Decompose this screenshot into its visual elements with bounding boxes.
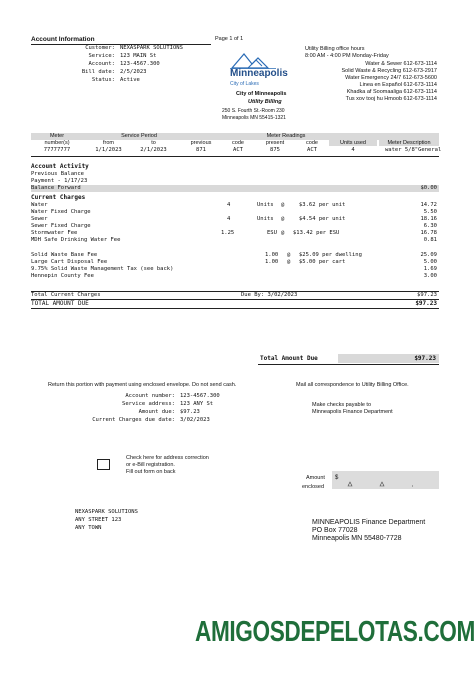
waste-row — [31, 266, 439, 273]
charge-unit: Units — [257, 216, 274, 222]
dept-line1: City of Minneapolis — [236, 91, 287, 97]
charge-amount: 14.72 — [420, 202, 437, 208]
charge-desc: Water — [31, 202, 48, 208]
stub-field-label: Current Charges due date: — [92, 417, 175, 423]
meter-col-headers — [31, 140, 439, 147]
payable-line2: Minneapolis Finance Department — [312, 409, 393, 415]
charge-desc: Sewer — [31, 216, 48, 222]
checkbox-line3: Fill out form on back — [126, 469, 176, 475]
charge-amount: 6.30 — [423, 223, 437, 229]
customer-line3: ANY TOWN — [75, 525, 102, 531]
previous-code: ACT — [233, 147, 243, 153]
section-title: Account Information — [31, 36, 95, 43]
previous-reading: 871 — [196, 147, 206, 153]
account-info-block — [60, 44, 210, 84]
skyline-icon — [228, 50, 288, 70]
activity-title: Account Activity — [31, 163, 89, 170]
remit-line1: MINNEAPOLIS Finance Department — [312, 519, 426, 526]
charge-row — [31, 223, 439, 230]
charge-row — [31, 209, 439, 216]
waste-at: @ — [287, 259, 291, 265]
stub-field-label: Amount due: — [138, 409, 175, 415]
col-header: present — [265, 140, 285, 146]
meter-description: water 5/8"General — [385, 147, 442, 153]
charge-row — [31, 237, 439, 244]
stub-field-value: 123 ANY St — [180, 401, 214, 407]
charge-at: @ — [281, 202, 285, 208]
total-current-label: Total Current Charges — [31, 292, 101, 298]
charge-qty: 1.25 — [221, 230, 235, 236]
stub-total-row — [258, 354, 439, 363]
charge-amount: 16.78 — [420, 230, 437, 236]
checkbox-line1: Check here for address correction — [126, 455, 209, 461]
customer-address — [75, 508, 138, 532]
waste-amount: 3.00 — [423, 273, 437, 279]
col-header: code — [232, 140, 244, 146]
customer-line1: NEXASPARK SOLUTIONS — [75, 509, 138, 515]
charge-qty: 4 — [227, 216, 231, 222]
col-header: previous — [190, 140, 212, 146]
remit-line3: Minneapolis MN 55480-7728 — [312, 535, 402, 542]
amount-label1: Amount — [306, 475, 325, 481]
previous-balance-label: Previous Balance — [31, 171, 84, 177]
stub-fields — [60, 392, 260, 424]
waste-row — [31, 259, 439, 266]
balance-forward-row — [31, 185, 439, 192]
charge-rate: $4.54 per unit — [299, 216, 346, 222]
info-value: 123 MAIN St — [120, 53, 157, 59]
period-to: 2/1/2023 — [140, 147, 167, 153]
charge-amount: 0.81 — [423, 237, 437, 243]
stub-total-label: Total Amount Due — [260, 355, 318, 362]
info-value: NEXASPARK SOLUTIONS — [120, 45, 183, 51]
info-label: Service: — [88, 53, 115, 59]
watermark-text: AMIGOSDEPELOTAS.COM — [195, 616, 475, 648]
charge-unit: Units — [257, 202, 274, 208]
charge-qty: 4 — [227, 202, 231, 208]
stub-field-value: $97.23 — [180, 409, 200, 415]
info-value: 123-4567.300 — [120, 61, 160, 67]
waste-rate: $25.09 per dwelling — [299, 252, 362, 258]
period-from: 1/1/2023 — [95, 147, 122, 153]
col-header: number(s) — [44, 140, 70, 146]
info-label: Status: — [91, 77, 115, 83]
meter-group-label: Meter — [49, 133, 65, 139]
charge-desc: Water Fixed Charge — [31, 209, 91, 215]
charge-unit: ESU — [267, 230, 277, 236]
phone-list — [300, 61, 437, 103]
col-header: to — [151, 140, 156, 146]
remit-address — [312, 519, 425, 543]
col-header: Units used — [329, 140, 377, 146]
info-label: Bill date: — [81, 69, 115, 75]
digit-guides-icon — [346, 481, 426, 487]
hours-text: 8:00 AM - 4:00 PM Monday-Friday — [305, 53, 389, 59]
waste-desc: Solid Waste Base Fee — [31, 252, 98, 258]
meter-group-header — [31, 133, 439, 140]
charge-desc: Stormwater Fee — [31, 230, 78, 236]
waste-rate: $5.00 per cart — [299, 259, 346, 265]
payment-label: Payment - 1/17/23 — [31, 178, 88, 184]
total-due-row — [31, 300, 439, 308]
waste-qty: 1.00 — [265, 252, 279, 258]
total-due-label: TOTAL AMOUNT DUE — [31, 300, 89, 307]
info-label: Account: — [88, 61, 115, 67]
meter-values-row — [31, 147, 442, 154]
col-header: Meter Description — [379, 140, 439, 146]
stub-field-value: 3/02/2023 — [180, 417, 210, 423]
dept-line2: Utility Billing — [248, 99, 282, 105]
waste-amount: 1.69 — [423, 266, 437, 272]
waste-amount: 25.09 — [420, 252, 437, 258]
period-group-label: Service Period — [121, 133, 157, 139]
customer-line2: ANY STREET 123 — [75, 517, 122, 523]
charge-amount: 5.50 — [423, 209, 437, 215]
readings-group-label: Meter Readings — [266, 133, 306, 139]
charge-row — [31, 202, 439, 209]
charge-desc: MDH Safe Drinking Water Fee — [31, 237, 121, 243]
waste-row — [31, 252, 439, 259]
col-header: code — [306, 140, 318, 146]
waste-at: @ — [287, 252, 291, 258]
waste-qty: 1.00 — [265, 259, 279, 265]
units-used: 4 — [351, 147, 355, 153]
phone-line: Khadka af Soomaaliga 612-673-1114 — [346, 89, 437, 95]
amount-label2: enclosed — [302, 484, 325, 490]
charge-rate: $13.42 per ESU — [293, 230, 340, 236]
waste-desc: Large Cart Disposal Fee — [31, 259, 108, 265]
present-reading: 875 — [270, 147, 280, 153]
total-current-amount: $97.23 — [417, 292, 437, 298]
amount-enclosed-field[interactable] — [332, 471, 439, 489]
phone-line: Linea en Español 612-673-1114 — [359, 82, 437, 88]
charge-amount: 18.16 — [420, 216, 437, 222]
remit-line2: PO Box 77028 — [312, 527, 358, 534]
meter-number: 77777777 — [43, 147, 71, 153]
charge-at: @ — [281, 230, 285, 236]
info-label: Customer: — [85, 45, 115, 51]
total-due-amount: $97.23 — [415, 300, 437, 307]
phone-line: Water & Sewer 612-673-1114 — [365, 61, 437, 67]
charge-at: @ — [281, 216, 285, 222]
mail-instructions: Mail all correspondence to Utility Billing Office. — [296, 382, 409, 388]
balance-forward-label: Balance Forward — [31, 185, 81, 191]
charge-rate: $3.62 per unit — [299, 202, 346, 208]
payable-line1: Make checks payable to — [312, 402, 372, 408]
charge-row — [31, 230, 439, 237]
stub-total-amount: $97.23 — [414, 355, 436, 362]
charge-desc: Sewer Fixed Charge — [31, 223, 91, 229]
due-by: Due By: 3/02/2023 — [241, 292, 298, 298]
office-address1: 250 S. Fourth St.-Room 230 — [222, 108, 285, 114]
waste-row — [31, 273, 439, 280]
office-address2: Minneapolis MN 55415-1321 — [222, 115, 286, 121]
info-value: 2/5/2023 — [120, 69, 147, 75]
stub-field-label: Account number: — [125, 393, 175, 399]
hours-title: Utility Billing office hours — [305, 46, 365, 52]
page-label: Page 1 of 1 — [215, 36, 244, 42]
logo-tagline: City of Lakes — [230, 81, 259, 87]
stub-field-value: 123-4567.300 — [180, 393, 220, 399]
charge-row — [31, 216, 439, 223]
info-value: Active — [120, 77, 140, 83]
city-logo — [228, 50, 288, 92]
col-header: from — [103, 140, 114, 146]
waste-desc: Hennepin County Fee — [31, 273, 94, 279]
total-current-row — [31, 292, 439, 299]
phone-line: Water Emergency 24/7 612-673-5600 — [345, 75, 437, 81]
stub-field-label: Service address: — [122, 401, 175, 407]
phone-line: Tus xov tooj hu Hmoob 612-673-1114 — [345, 96, 437, 102]
present-code: ACT — [307, 147, 317, 153]
checkbox-line2: or e-Bill registration. — [126, 462, 175, 468]
address-correction-checkbox[interactable] — [97, 459, 110, 470]
return-instructions: Return this portion with payment using enclosed envelope. Do not send cash. — [48, 382, 237, 388]
waste-amount: 5.00 — [423, 259, 437, 265]
waste-desc: 9.75% Solid Waste Management Tax (see back) — [31, 266, 174, 272]
phone-line: Solid Waste & Recycling 612-673-2917 — [341, 68, 437, 74]
balance-forward-amount: $0.00 — [420, 185, 437, 191]
dollar-sign: $ — [335, 475, 339, 481]
logo-name: Minneapolis — [230, 68, 288, 79]
current-charges-title: Current Charges — [31, 194, 86, 201]
